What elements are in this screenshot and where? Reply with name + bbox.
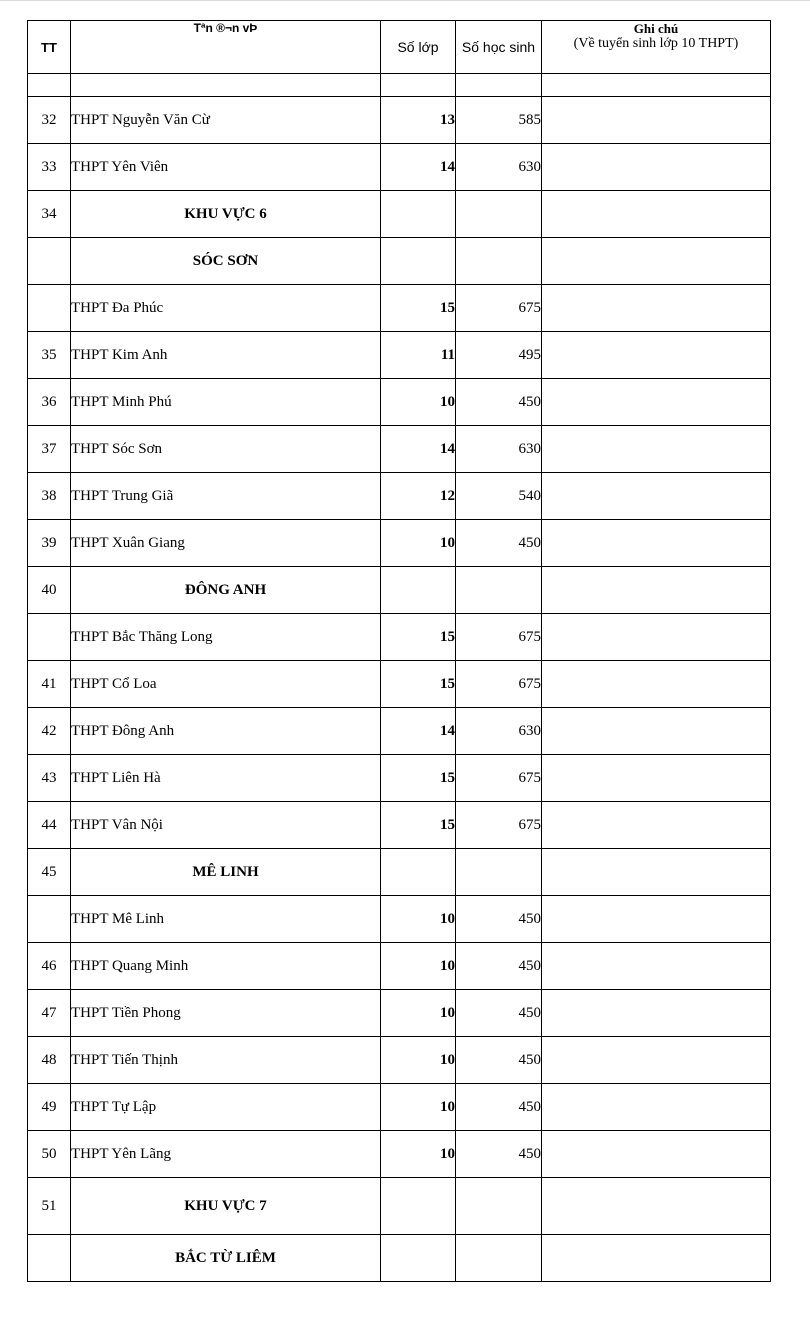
- table-row: [28, 473, 771, 520]
- spacer-cell: [542, 74, 771, 97]
- school-name-cell: THPT Yên Viên: [71, 144, 381, 191]
- row-index-cell: [28, 896, 71, 943]
- so-lop-cell: 15: [381, 661, 456, 708]
- note-cell: [542, 144, 771, 191]
- so-hoc-sinh-cell: [456, 1235, 542, 1282]
- note-cell: [542, 97, 771, 144]
- so-lop-cell: 10: [381, 1084, 456, 1131]
- so-lop-cell: [381, 191, 456, 238]
- school-name-cell: THPT Trung Giã: [71, 473, 381, 520]
- table-row: [28, 708, 771, 755]
- school-name-cell: THPT Yên Lãng: [71, 1131, 381, 1178]
- note-cell: [542, 755, 771, 802]
- so-hoc-sinh-cell: 450: [456, 990, 542, 1037]
- note-cell: [542, 238, 771, 285]
- spacer-cell: [456, 74, 542, 97]
- region-row: [28, 1235, 771, 1282]
- so-lop-cell: [381, 849, 456, 896]
- so-hoc-sinh-cell: 450: [456, 1084, 542, 1131]
- row-index-cell: 45: [28, 849, 71, 896]
- so-lop-cell: 10: [381, 943, 456, 990]
- row-index-cell: 32: [28, 97, 71, 144]
- so-hoc-sinh-cell: 540: [456, 473, 542, 520]
- row-index-cell: 35: [28, 332, 71, 379]
- note-cell: [542, 520, 771, 567]
- region-name-cell: SÓC SƠN: [71, 238, 381, 285]
- so-lop-cell: 15: [381, 802, 456, 849]
- row-index-cell: 42: [28, 708, 71, 755]
- so-hoc-sinh-cell: 450: [456, 520, 542, 567]
- header-note-title: Ghi chú: [633, 21, 679, 36]
- region-row: [28, 238, 771, 285]
- so-hoc-sinh-cell: [456, 1178, 542, 1235]
- row-index-cell: 47: [28, 990, 71, 1037]
- note-cell: [542, 567, 771, 614]
- note-cell: [542, 661, 771, 708]
- header-so-hoc-sinh: Số học sinh: [456, 21, 542, 74]
- so-hoc-sinh-cell: 495: [456, 332, 542, 379]
- so-lop-cell: 11: [381, 332, 456, 379]
- page-top-border: [0, 0, 810, 1]
- so-lop-cell: 15: [381, 285, 456, 332]
- region-row: [28, 191, 771, 238]
- table-row: [28, 990, 771, 1037]
- so-lop-cell: 10: [381, 990, 456, 1037]
- row-index-cell: [28, 1235, 71, 1282]
- region-name-cell: KHU VỰC 7: [71, 1178, 381, 1235]
- school-name-cell: THPT Đông Anh: [71, 708, 381, 755]
- so-hoc-sinh-cell: 630: [456, 144, 542, 191]
- row-index-cell: 39: [28, 520, 71, 567]
- table-row: [28, 426, 771, 473]
- so-lop-cell: [381, 567, 456, 614]
- table-row: [28, 144, 771, 191]
- row-index-cell: 36: [28, 379, 71, 426]
- note-cell: [542, 1178, 771, 1235]
- so-hoc-sinh-cell: 675: [456, 661, 542, 708]
- table-row: [28, 614, 771, 661]
- so-hoc-sinh-cell: 630: [456, 708, 542, 755]
- row-index-cell: [28, 238, 71, 285]
- so-lop-cell: 14: [381, 144, 456, 191]
- row-index-cell: 49: [28, 1084, 71, 1131]
- school-name-cell: THPT Quang Minh: [71, 943, 381, 990]
- so-lop-cell: 10: [381, 896, 456, 943]
- school-name-cell: THPT Tiến Thịnh: [71, 1037, 381, 1084]
- school-name-cell: THPT Kim Anh: [71, 332, 381, 379]
- so-hoc-sinh-cell: 450: [456, 379, 542, 426]
- row-index-cell: 33: [28, 144, 71, 191]
- so-hoc-sinh-cell: 585: [456, 97, 542, 144]
- note-cell: [542, 802, 771, 849]
- so-hoc-sinh-cell: [456, 849, 542, 896]
- note-cell: [542, 708, 771, 755]
- row-index-cell: 50: [28, 1131, 71, 1178]
- so-lop-cell: [381, 1178, 456, 1235]
- table-row: [28, 802, 771, 849]
- school-name-cell: THPT Tiền Phong: [71, 990, 381, 1037]
- so-hoc-sinh-cell: 675: [456, 802, 542, 849]
- table-row: [28, 1037, 771, 1084]
- row-index-cell: 41: [28, 661, 71, 708]
- so-lop-cell: 14: [381, 708, 456, 755]
- region-row: [28, 849, 771, 896]
- note-cell: [542, 1235, 771, 1282]
- school-name-cell: THPT Cổ Loa: [71, 661, 381, 708]
- so-hoc-sinh-cell: 450: [456, 1131, 542, 1178]
- table-row: [28, 1084, 771, 1131]
- so-lop-cell: [381, 238, 456, 285]
- school-name-cell: THPT Sóc Sơn: [71, 426, 381, 473]
- school-name-cell: THPT Liên Hà: [71, 755, 381, 802]
- so-lop-cell: [381, 1235, 456, 1282]
- table-row: [28, 520, 771, 567]
- spacer-cell: [28, 74, 71, 97]
- region-name-cell: KHU VỰC 6: [71, 191, 381, 238]
- note-cell: [542, 990, 771, 1037]
- row-index-cell: 40: [28, 567, 71, 614]
- so-hoc-sinh-cell: 450: [456, 1037, 542, 1084]
- so-lop-cell: 10: [381, 1037, 456, 1084]
- so-lop-cell: 10: [381, 1131, 456, 1178]
- so-hoc-sinh-cell: [456, 567, 542, 614]
- header-so-lop: Số lớp: [381, 21, 456, 74]
- school-name-cell: THPT Đa Phúc: [71, 285, 381, 332]
- row-index-cell: 48: [28, 1037, 71, 1084]
- region-row: [28, 567, 771, 614]
- so-lop-cell: 14: [381, 426, 456, 473]
- region-name-cell: ĐÔNG ANH: [71, 567, 381, 614]
- so-lop-cell: 15: [381, 755, 456, 802]
- so-hoc-sinh-cell: 450: [456, 896, 542, 943]
- so-hoc-sinh-cell: [456, 191, 542, 238]
- note-cell: [542, 943, 771, 990]
- header-unit-name: Tªn ®¬n vÞ: [71, 21, 381, 74]
- so-lop-cell: 13: [381, 97, 456, 144]
- note-cell: [542, 285, 771, 332]
- table-row: [28, 1131, 771, 1178]
- region-row: [28, 1178, 771, 1235]
- so-lop-cell: 10: [381, 520, 456, 567]
- table-row: [28, 379, 771, 426]
- school-enrollment-table: [27, 20, 771, 1282]
- spacer-cell: [71, 74, 381, 97]
- row-index-cell: 51: [28, 1178, 71, 1235]
- note-cell: [542, 1131, 771, 1178]
- so-lop-cell: 12: [381, 473, 456, 520]
- school-name-cell: THPT Tự Lập: [71, 1084, 381, 1131]
- row-index-cell: 46: [28, 943, 71, 990]
- so-lop-cell: 15: [381, 614, 456, 661]
- table-row: [28, 97, 771, 144]
- table-row: [28, 332, 771, 379]
- note-cell: [542, 332, 771, 379]
- table-row: [28, 661, 771, 708]
- table-row: [28, 943, 771, 990]
- so-hoc-sinh-cell: 630: [456, 426, 542, 473]
- header-note-subtitle: (Về tuyển sinh lớp 10 THPT): [573, 36, 739, 51]
- school-name-cell: THPT Bắc Thăng Long: [71, 614, 381, 661]
- note-cell: [542, 191, 771, 238]
- row-index-cell: 37: [28, 426, 71, 473]
- spacer-cell: [381, 74, 456, 97]
- row-index-cell: 43: [28, 755, 71, 802]
- note-cell: [542, 379, 771, 426]
- school-name-cell: THPT Xuân Giang: [71, 520, 381, 567]
- so-hoc-sinh-cell: 675: [456, 285, 542, 332]
- header-spacer-row: [28, 74, 771, 97]
- region-name-cell: MÊ LINH: [71, 849, 381, 896]
- so-hoc-sinh-cell: 450: [456, 943, 542, 990]
- header-row: [28, 21, 771, 74]
- row-index-cell: 44: [28, 802, 71, 849]
- school-name-cell: THPT Vân Nội: [71, 802, 381, 849]
- school-name-cell: THPT Minh Phú: [71, 379, 381, 426]
- region-name-cell: BẮC TỪ LIÊM: [71, 1235, 381, 1282]
- table-row: [28, 755, 771, 802]
- row-index-cell: 38: [28, 473, 71, 520]
- note-cell: [542, 849, 771, 896]
- note-cell: [542, 1037, 771, 1084]
- note-cell: [542, 1084, 771, 1131]
- note-cell: [542, 473, 771, 520]
- row-index-cell: [28, 285, 71, 332]
- table-row: [28, 896, 771, 943]
- header-tt: TT: [28, 21, 71, 74]
- note-cell: [542, 896, 771, 943]
- note-cell: [542, 426, 771, 473]
- so-hoc-sinh-cell: 675: [456, 755, 542, 802]
- so-hoc-sinh-cell: 675: [456, 614, 542, 661]
- so-lop-cell: 10: [381, 379, 456, 426]
- row-index-cell: [28, 614, 71, 661]
- table-row: [28, 285, 771, 332]
- note-cell: [542, 614, 771, 661]
- header-note: [542, 21, 771, 74]
- so-hoc-sinh-cell: [456, 238, 542, 285]
- row-index-cell: 34: [28, 191, 71, 238]
- table-body: [28, 97, 771, 1282]
- school-name-cell: THPT Mê Linh: [71, 896, 381, 943]
- school-name-cell: THPT Nguyễn Văn Cừ: [71, 97, 381, 144]
